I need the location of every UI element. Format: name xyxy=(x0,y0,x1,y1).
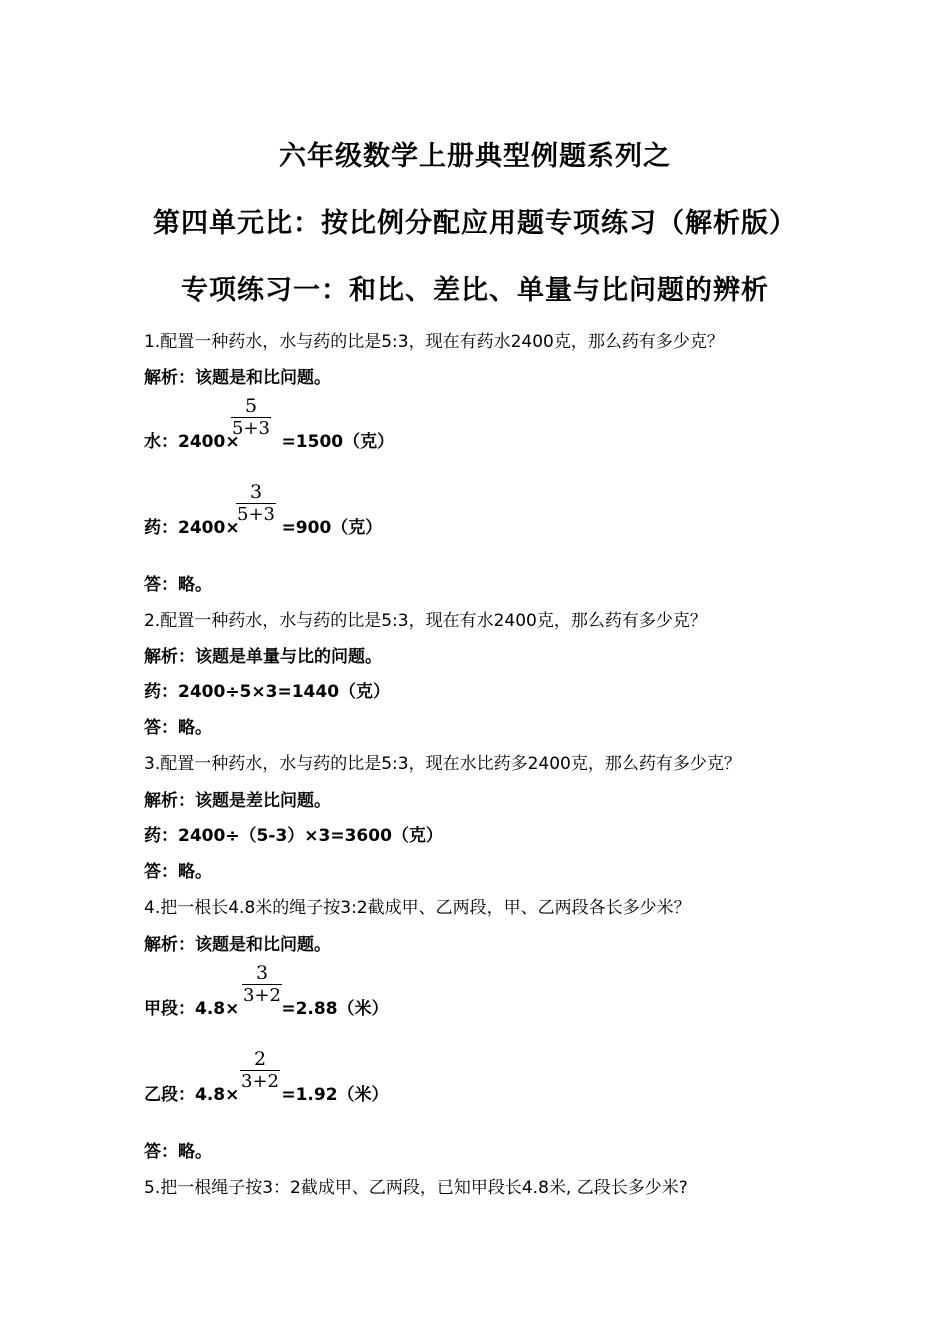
analysis-4: 解析：该题是和比问题。 xyxy=(144,935,331,955)
formula-1-medicine xyxy=(144,481,383,538)
fraction xyxy=(231,395,271,440)
question-3: 3.配置一种药水，水与药的比是5:3，现在水比药多2400克，那么药有多少克？ xyxy=(144,754,741,774)
fraction xyxy=(236,481,276,526)
formula-result: =1500（克） xyxy=(281,432,395,452)
formula-4-part-a xyxy=(144,962,389,1019)
fraction-numerator: 3 xyxy=(255,962,269,984)
calculation-2: 药：2400÷5×3=1440（克） xyxy=(144,682,391,702)
formula-result: =900（克） xyxy=(281,518,383,538)
analysis-2: 解析：该题是单量与比的问题。 xyxy=(144,647,382,667)
question-1: 1.配置一种药水，水与药的比是5:3，现在有药水2400克，那么药有多少克？ xyxy=(144,332,724,352)
section-title: 专项练习一：和比、差比、单量与比问题的辨析 xyxy=(181,275,769,306)
fraction-denominator: 3+2 xyxy=(243,985,281,1006)
formula-result: =1.92（米） xyxy=(281,1085,389,1105)
formula-prefix: 水：2400× xyxy=(144,432,240,452)
fraction-denominator: 5+3 xyxy=(237,504,275,525)
fraction-numerator: 5 xyxy=(244,395,258,417)
calculation-3: 药：2400÷（5-3）×3=3600（克） xyxy=(144,826,443,846)
answer-4: 答：略。 xyxy=(144,1142,212,1162)
document-subtitle: 第四单元比：按比例分配应用题专项练习（解析版） xyxy=(153,208,797,239)
formula-1-water xyxy=(144,395,395,452)
answer-3: 答：略。 xyxy=(144,862,212,882)
analysis-1: 解析：该题是和比问题。 xyxy=(144,368,331,388)
fraction xyxy=(240,1048,280,1093)
question-5: 5.把一根绳子按3：2截成甲、乙两段，已知甲段长4.8米, 乙段长多少米? xyxy=(144,1178,688,1198)
answer-2: 答：略。 xyxy=(144,718,212,738)
fraction-numerator: 3 xyxy=(249,481,263,503)
fraction-denominator: 5+3 xyxy=(232,418,270,439)
fraction-denominator: 3+2 xyxy=(241,1071,279,1092)
fraction xyxy=(242,962,282,1007)
formula-prefix: 药：2400× xyxy=(144,518,240,538)
question-2: 2.配置一种药水，水与药的比是5:3，现在有水2400克，那么药有多少克？ xyxy=(144,611,707,631)
document-title: 六年级数学上册典型例题系列之 xyxy=(279,141,671,172)
fraction-numerator: 2 xyxy=(253,1048,267,1070)
answer-1: 答：略。 xyxy=(144,575,212,595)
formula-prefix: 乙段：4.8× xyxy=(144,1085,240,1105)
formula-prefix: 甲段：4.8× xyxy=(144,999,240,1019)
formula-result: =2.88（米） xyxy=(281,999,389,1019)
analysis-3: 解析：该题是差比问题。 xyxy=(144,791,331,811)
question-4: 4.把一根长4.8米的绳子按3:2截成甲、乙两段，甲、乙两段各长多少米？ xyxy=(144,898,691,918)
formula-4-part-b xyxy=(144,1048,389,1105)
